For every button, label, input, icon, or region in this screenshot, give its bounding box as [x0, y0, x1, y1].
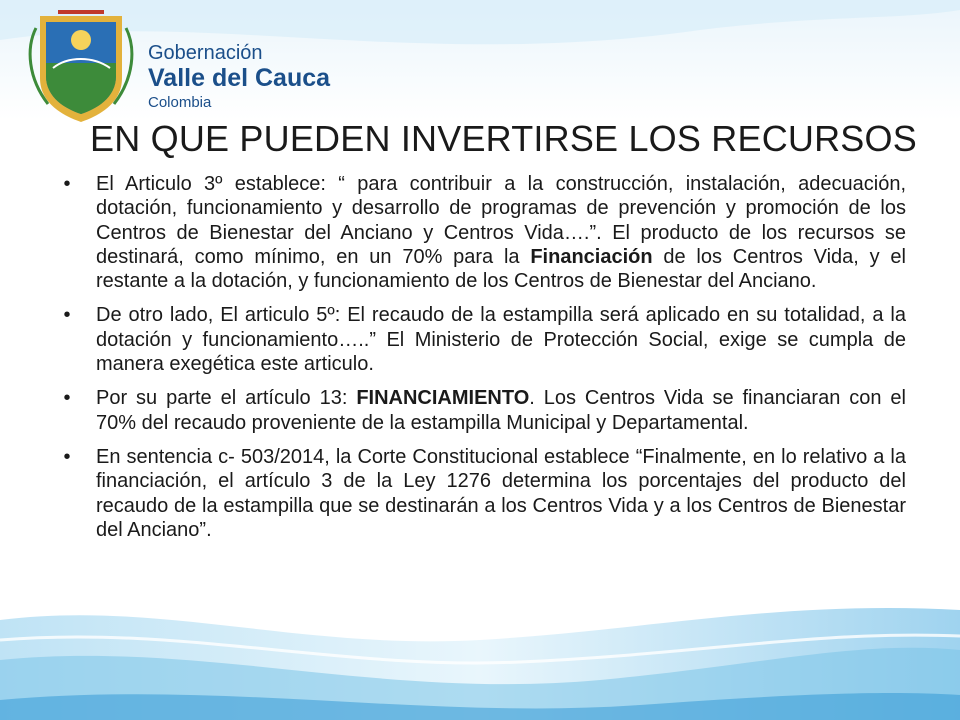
bullet-dot-icon: •: [63, 304, 71, 327]
bullet-item: [60, 386, 906, 435]
logo-line-2: Valle del Cauca: [148, 64, 331, 92]
slide-title: EN QUE PUEDEN INVERTIRSE LOS RECURSOS: [90, 118, 917, 159]
bullet-text: . Los Centros Vida se financiaran con el 70% del recaudo proveniente de la estampilla Municipal y Departamental.: [96, 387, 906, 434]
bullet-item: [60, 172, 906, 293]
bullet-text: Por su parte el artículo 13:: [96, 387, 357, 410]
bullet-text: de los Centros Vida, y el restante a la dotación, y funcionamiento de los Centros de Bienestar del Anciano.: [96, 245, 906, 293]
bullet-bold-text: Financiación: [530, 245, 653, 268]
logo-line-1: Gobernación: [148, 42, 263, 64]
bullet-list: [60, 172, 906, 552]
bullet-item: [60, 303, 906, 376]
bullet-dot-icon: •: [63, 445, 71, 468]
bullet-dot-icon: •: [63, 173, 71, 195]
bullet-dot-icon: •: [63, 387, 71, 410]
bullet-text: El Articulo 3º establece: “ para contribuir a la construcción, instalación, adecuación, dotación, funcionamiento y desarrollo de programas de prevención y promoción de los Centros de Bienestar del Anciano y Centros Vida….”. El producto de los recursos se destinará, como mínimo, en un 70% para la: [96, 173, 906, 268]
bullet-bold-text: FINANCIAMIENTO: [356, 387, 530, 410]
bullet-text: De otro lado, El articulo 5º: El recaudo de la estampilla será aplicado en su totalidad, a la dotación y funcionamiento…..” El Ministerio de Protección Social, exige se cumpla de manera exegética este articulo.: [96, 304, 906, 376]
gobernacion-logo: [18, 8, 338, 126]
bullet-text: En sentencia c- 503/2014, la Corte Constitucional establece “Finalmente, en lo relativo a la financiación, el artículo 3 de la Ley 1276 determina los porcentajes del producto del recaudo de la estampilla que se destinarán a los Centros Vida y a los Centros de Bienestar del Anciano”.: [96, 445, 906, 541]
logo-line-3: Colombia: [148, 94, 212, 111]
bullet-item: [60, 445, 906, 542]
